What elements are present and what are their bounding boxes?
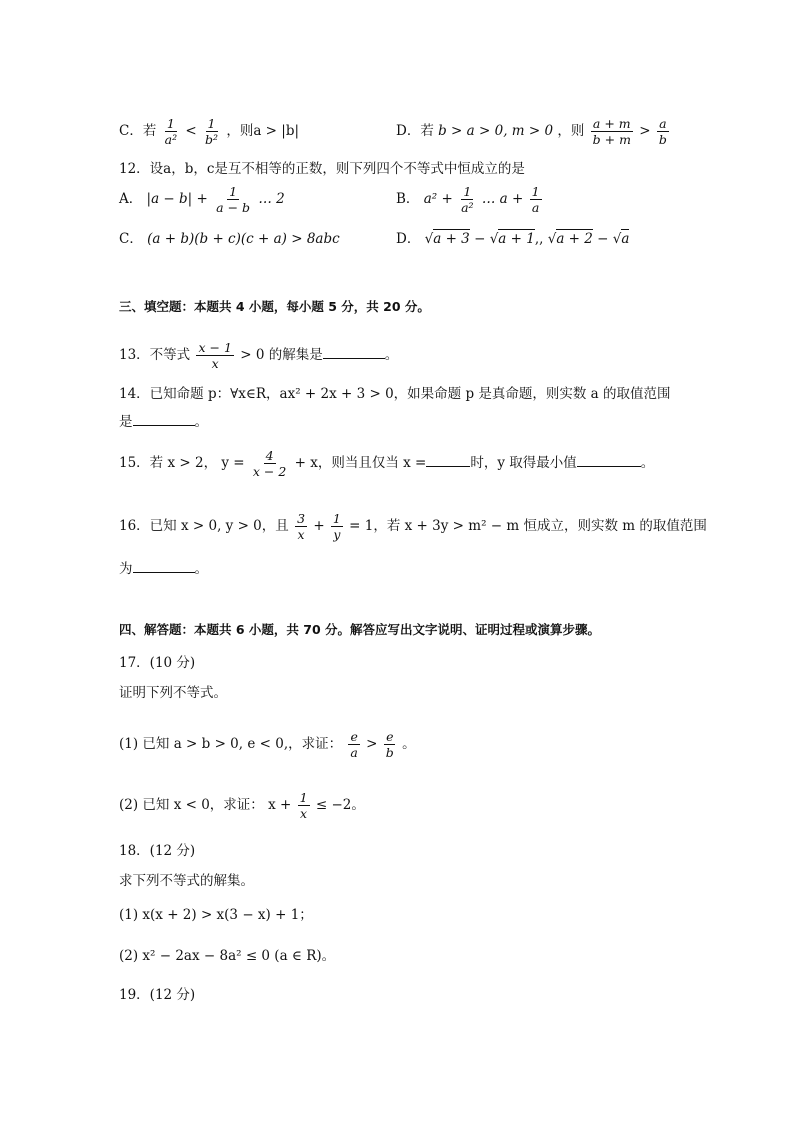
- q16-line1: 16．已知 x > 0, y > 0，且 $\frac{3}{x}$ + $\frac{1}{y}$ = 1，若 x + 3y > m² − m 恒成立，则实数 m 的取值范围: [119, 511, 707, 542]
- option-text: ，则a > |b|: [226, 123, 300, 139]
- q15: 15．若 x > 2， y = $\frac{4}{x - 2}$ + x，则当且仅当 x = 时，y 取得最小值 。: [119, 448, 655, 479]
- fraction: $\frac{x - 1}{x}$: [198, 340, 232, 371]
- sqrt-radicand: a + 2: [556, 231, 593, 247]
- fraction: $\frac{4}{x - 2}$: [252, 448, 287, 479]
- q12-option-d: D． √a + 3 − √a + 1,, √a + 2 − √a: [396, 231, 630, 247]
- fraction: $\frac{e}{a}$: [350, 729, 358, 760]
- answer-blank[interactable]: [133, 558, 195, 573]
- q17-title: 17．(10 分): [119, 655, 196, 671]
- sqrt-radicand: a: [621, 231, 630, 247]
- fraction: $\frac{a + m}{b + m}$: [592, 116, 631, 147]
- q18-part2: (2) x² − 2ax − 8a² ≤ 0 (a ∈ R)。: [119, 948, 336, 964]
- fraction: $\frac{1}{\text{a²}}$: [461, 184, 474, 215]
- q12-option-c: C． (a + b)(b + c)(c + a) > 8abc: [119, 231, 340, 247]
- q17-stem: 证明下列不等式。: [119, 685, 227, 701]
- fraction: $\frac{1}{x}$: [299, 790, 308, 821]
- q16-line2: 为 。: [119, 558, 208, 579]
- fraction: $\frac{1}{\text{b²}}$: [205, 116, 219, 147]
- answer-blank[interactable]: [323, 344, 385, 359]
- q12-option-a: A． |a − b| + $\frac{1}{a - b}$ … 2: [119, 184, 285, 215]
- fraction: $\frac{1}{y}$: [332, 511, 341, 542]
- q18-part1: (1) x(x + 2) > x(3 − x) + 1；: [119, 907, 313, 923]
- q17-part1: (1) 已知 a > b > 0, e < 0,，求证： $\frac{e}{a}$ > $\frac{e}{b}$ 。: [119, 729, 416, 760]
- fraction: $\frac{1}{a}$: [531, 184, 540, 215]
- q14-line1: 14．已知命题 p：∀x∈R，ax² + 2x + 3 > 0，如果命题 p 是真命题，则实数 a 的取值范围: [119, 386, 671, 402]
- section3-heading: 三、填空题：本题共 4 小题，每小题 5 分，共 20 分。: [119, 299, 430, 314]
- answer-blank[interactable]: [133, 411, 195, 426]
- section4-heading: 四、解答题：本题共 6 小题，共 70 分。解答应写出文字说明、证明过程或演算步骤。: [119, 622, 601, 637]
- fraction: $\frac{e}{b}$: [385, 729, 394, 760]
- q18-title: 18．(12 分): [119, 843, 196, 859]
- q12-stem: 12．设a，b，c是互不相等的正数，则下列四个不等式中恒成立的是: [119, 161, 525, 177]
- q14-line2: 是 。: [119, 411, 208, 432]
- answer-blank[interactable]: [577, 452, 641, 467]
- q18-stem: 求下列不等式的解集。: [119, 873, 254, 889]
- fraction: $\frac{1}{\text{a²}}$: [164, 116, 178, 147]
- q17-part2: (2) 已知 x < 0，求证： x + $\frac{1}{x}$ ≤ −2。: [119, 790, 365, 821]
- q11-option-c: C．若 $\frac{1}{\text{a²}}$ < $\frac{1}{\text{b²}}$ ，则a > |b|: [119, 116, 300, 147]
- fraction: $\frac{3}{x}$: [297, 511, 306, 542]
- option-label: D．若: [396, 123, 434, 139]
- sqrt-radicand: a + 1: [498, 231, 535, 247]
- answer-blank[interactable]: [426, 452, 470, 467]
- q11-option-d: D．若 b > a > 0, m > 0 ，则 $\frac{a + m}{b + m}$ > $\frac{a}{b}$: [396, 116, 667, 147]
- q12-option-b: B． a² + $\frac{1}{\text{a²}}$ … a + $\frac{1}{a}$: [396, 184, 540, 215]
- fraction: $\frac{1}{a - b}$: [216, 184, 251, 215]
- sqrt-radicand: a + 3: [433, 231, 470, 247]
- option-label: C．若: [119, 123, 157, 139]
- fraction: $\frac{a}{b}$: [658, 116, 667, 147]
- q19-title: 19．(12 分): [119, 987, 196, 1003]
- q13: 13．不等式 $\frac{x - 1}{x}$ > 0 的解集是 。: [119, 340, 399, 371]
